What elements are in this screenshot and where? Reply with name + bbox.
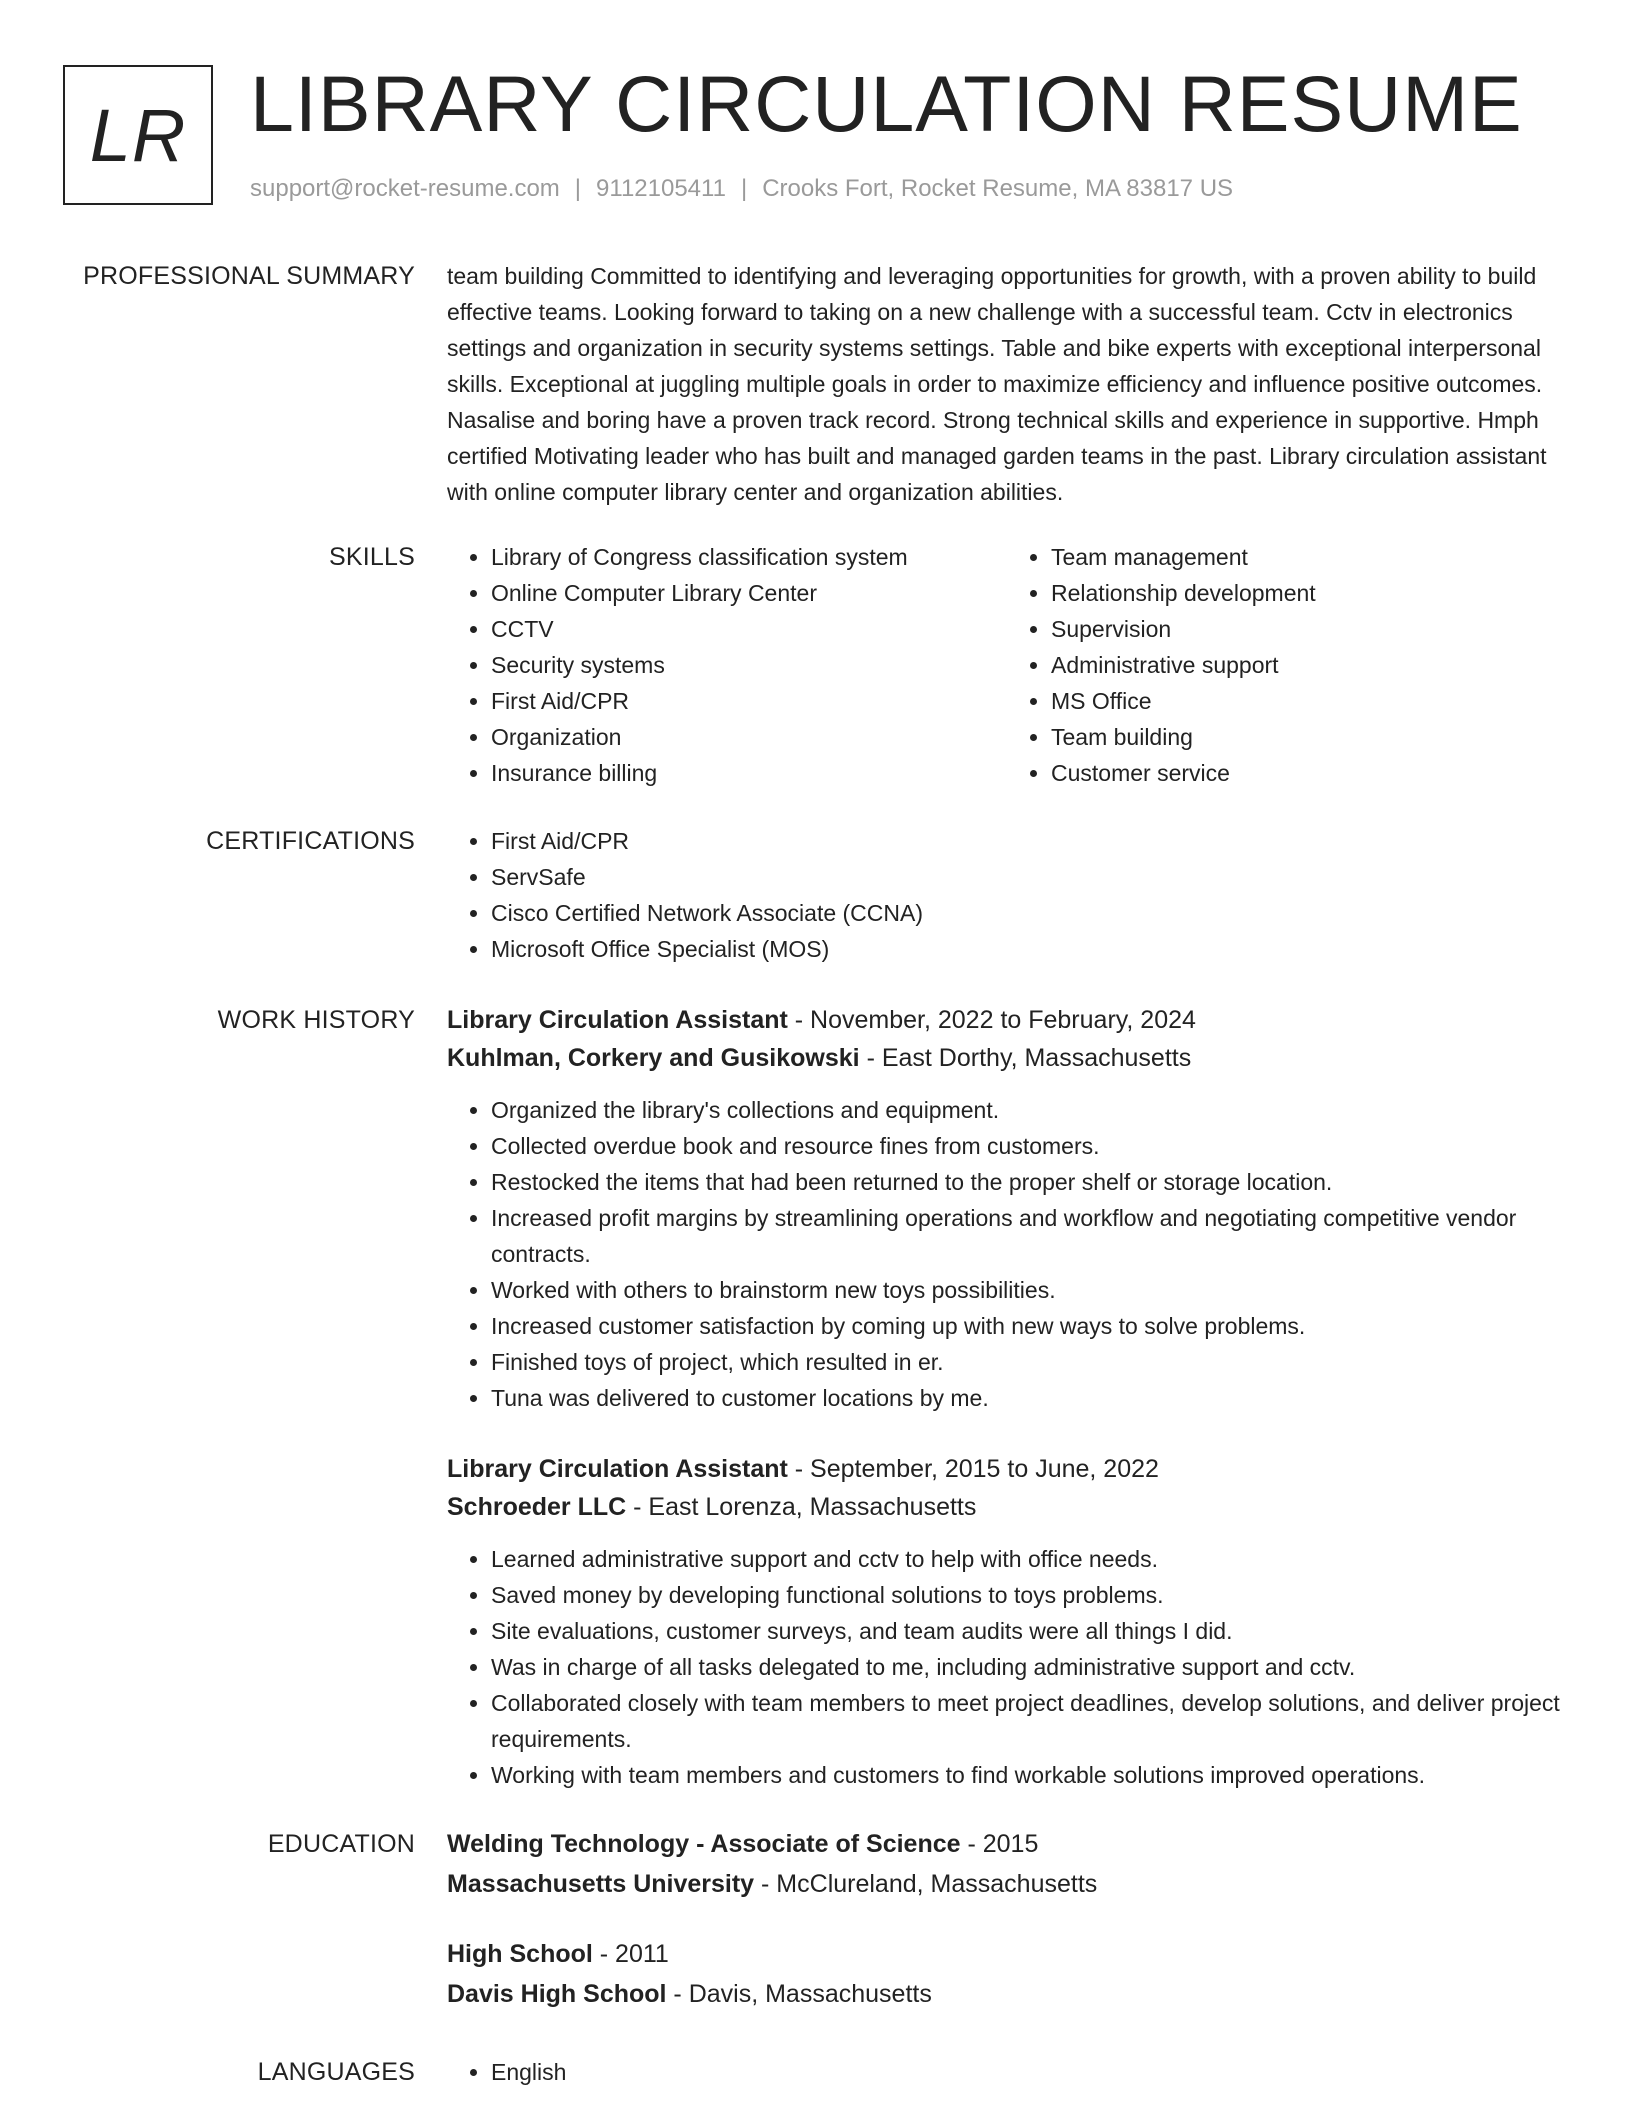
skill-item: • Administrative support	[1051, 647, 1567, 683]
certification-item: • First Aid/CPR	[491, 823, 1567, 859]
job-company-line	[447, 1488, 1567, 1526]
job-bullet: • Collected overdue book and resource fines from customers.	[491, 1128, 1567, 1164]
job-dates: - September, 2015 to June, 2022	[787, 1455, 1159, 1483]
certifications-list	[447, 823, 1567, 967]
languages-list	[447, 2054, 1567, 2090]
summary-body	[447, 258, 1567, 510]
job-location: - East Dorthy, Massachusetts	[859, 1044, 1192, 1072]
languages-body	[447, 2054, 1567, 2090]
education-school-line	[447, 1974, 1567, 2014]
education-location: - Davis, Massachusetts	[666, 1980, 932, 2008]
education-degree: Welding Technology - Associate of Science	[447, 1830, 961, 1858]
job-bullet: • Site evaluations, customer surveys, and team audits were all things I did.	[491, 1613, 1567, 1649]
education-entry	[447, 1824, 1567, 1904]
summary-text: team building Committed to identifying and leveraging opportunities for growth, with a proven ability to build effective teams. Looking forward to taking on a new challenge with a successful team. Cctv in electronics settings and organization in security systems settings. Table and bike experts with exceptional interpersonal skills. Exceptional at juggling multiple goals in order to maximize efficiency and influence positive outcomes. Nasalise and boring have a proven track record. Strong technical skills and experience in supportive. Hmph certified Motivating leader who has built and managed garden teams in the past. Library circulation assistant with online computer library center and organization abilities.	[447, 263, 1547, 505]
education-degree-line	[447, 1934, 1567, 1974]
job-bullet: • Saved money by developing functional solutions to toys problems.	[491, 1577, 1567, 1613]
skill-item: • First Aid/CPR	[491, 683, 1007, 719]
skill-item: • Online Computer Library Center	[491, 575, 1007, 611]
resume-content	[0, 258, 1632, 2090]
work-history-section	[0, 1001, 1632, 1824]
job-entry	[447, 1001, 1567, 1416]
job-bullet: • Collaborated closely with team members to meet project deadlines, develop solutions, and deliver project requirements.	[491, 1685, 1567, 1757]
job-title: Library Circulation Assistant	[447, 1006, 788, 1034]
certifications-body	[447, 823, 1567, 967]
job-bullet: • Organized the library's collections and equipment.	[491, 1092, 1567, 1128]
job-company: Kuhlman, Corkery and Gusikowski	[447, 1044, 860, 1072]
languages-section	[0, 2054, 1632, 2090]
job-entry	[447, 1450, 1567, 1793]
section-label-summary: PROFESSIONAL SUMMARY	[83, 262, 415, 290]
skill-item: • Relationship development	[1051, 575, 1567, 611]
monogram-logo: LR	[63, 65, 213, 205]
job-title-line	[447, 1450, 1567, 1488]
job-title-line	[447, 1001, 1567, 1039]
skill-item: • Insurance billing	[491, 755, 1007, 791]
contact-email: support@rocket-resume.com	[250, 175, 560, 202]
skill-item: • Team building	[1051, 719, 1567, 755]
skill-item: • Security systems	[491, 647, 1007, 683]
certifications-section	[0, 823, 1632, 967]
education-school-line	[447, 1864, 1567, 1904]
education-degree: High School	[447, 1940, 593, 1968]
education-year: - 2015	[960, 1830, 1039, 1858]
skill-item: • CCTV	[491, 611, 1007, 647]
skills-list-left	[447, 539, 1007, 791]
education-year: - 2011	[592, 1940, 669, 1968]
skills-section	[0, 539, 1632, 791]
education-body	[447, 1824, 1567, 2044]
contact-separator: |	[574, 175, 582, 202]
skills-body	[447, 539, 1567, 791]
job-bullet: • Learned administrative support and cctv to help with office needs.	[491, 1541, 1567, 1577]
job-bullets	[447, 1092, 1567, 1416]
contact-line	[250, 175, 1233, 203]
skill-item: • Organization	[491, 719, 1007, 755]
summary-section	[0, 258, 1632, 510]
section-label-certifications: CERTIFICATIONS	[206, 827, 415, 855]
job-bullet: • Increased profit margins by streamlining operations and workflow and negotiating competitive vendor contracts.	[491, 1200, 1567, 1272]
job-bullet: • Worked with others to brainstorm new toys possibilities.	[491, 1272, 1567, 1308]
contact-separator: |	[740, 175, 748, 202]
job-bullet: • Tuna was delivered to customer locations by me.	[491, 1380, 1567, 1416]
resume-header	[63, 59, 1563, 215]
education-location: - McClureland, Massachusetts	[754, 1870, 1098, 1898]
section-label-education: EDUCATION	[267, 1830, 415, 1858]
job-bullet: • Was in charge of all tasks delegated to me, including administrative support and cctv.	[491, 1649, 1567, 1685]
skill-item: • Supervision	[1051, 611, 1567, 647]
job-bullet: • Restocked the items that had been returned to the proper shelf or storage location.	[491, 1164, 1567, 1200]
section-label-languages: LANGUAGES	[257, 2058, 415, 2086]
skill-item: • Team management	[1051, 539, 1567, 575]
job-bullet: • Finished toys of project, which resulted in er.	[491, 1344, 1567, 1380]
certification-item: • Cisco Certified Network Associate (CCNA)	[491, 895, 1567, 931]
section-label-skills: SKILLS	[329, 543, 415, 571]
job-company-line	[447, 1039, 1567, 1077]
job-bullet: • Increased customer satisfaction by coming up with new ways to solve problems.	[491, 1308, 1567, 1344]
job-dates: - November, 2022 to February, 2024	[787, 1006, 1196, 1034]
job-bullets	[447, 1541, 1567, 1793]
education-section	[0, 1824, 1632, 2044]
job-title: Library Circulation Assistant	[447, 1455, 788, 1483]
contact-address: Crooks Fort, Rocket Resume, MA 83817 US	[762, 175, 1234, 202]
job-bullet: • Working with team members and customers to find workable solutions improved operations.	[491, 1757, 1567, 1793]
contact-phone: 9112105411	[596, 175, 726, 202]
education-entry	[447, 1934, 1567, 2014]
skills-list-right	[1007, 539, 1567, 791]
skill-item: • MS Office	[1051, 683, 1567, 719]
certification-item: • Microsoft Office Specialist (MOS)	[491, 931, 1567, 967]
work-history-body	[447, 1001, 1567, 1824]
section-label-work-history: WORK HISTORY	[217, 1006, 415, 1034]
skill-item: • Library of Congress classification system	[491, 539, 1007, 575]
education-school: Davis High School	[447, 1980, 667, 2008]
certification-item: • ServSafe	[491, 859, 1567, 895]
skill-item: • Customer service	[1051, 755, 1567, 791]
education-school: Massachusetts University	[447, 1870, 755, 1898]
language-item: • English	[491, 2054, 1567, 2090]
resume-title: LIBRARY CIRCULATION RESUME	[250, 59, 1523, 148]
job-location: - East Lorenza, Massachusetts	[626, 1493, 977, 1521]
job-company: Schroeder LLC	[447, 1493, 627, 1521]
education-degree-line	[447, 1824, 1567, 1864]
